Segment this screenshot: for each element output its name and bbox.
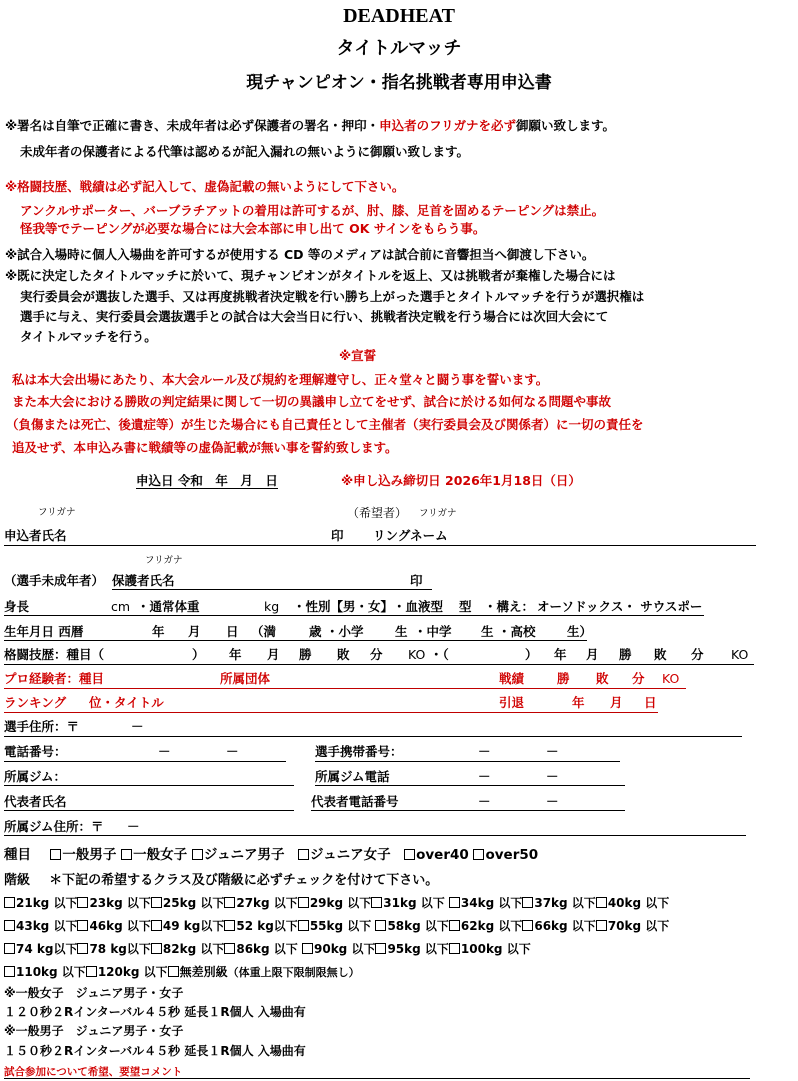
- class-21[interactable]: 21kg 以下: [4, 896, 77, 910]
- class-82[interactable]: 82kg 以下: [151, 942, 224, 956]
- org-label: 所属団体: [220, 671, 271, 686]
- seal-1: 印: [331, 528, 344, 543]
- kg-unit: kg: [264, 599, 280, 614]
- category-junior-male[interactable]: ジュニア男子: [192, 847, 285, 863]
- note-record-2: アンクルサポーター、バーブラチアットの着用は許可するが、肘、膝、足首を固めるテーピングは禁止。: [20, 203, 605, 218]
- retired-year: 年: [572, 695, 585, 710]
- furigana-label-1: フリガナ: [38, 507, 76, 518]
- note-signature-b: 申込者のフリガナを必ず: [379, 118, 517, 133]
- event-title: DEADHEAT: [343, 5, 455, 27]
- checkbox-icon[interactable]: [151, 943, 162, 954]
- gym-phone-dash-1: －: [478, 769, 491, 784]
- checkbox-icon[interactable]: [298, 849, 309, 860]
- birth-month: 月: [188, 624, 201, 639]
- checkbox-icon[interactable]: [449, 943, 460, 954]
- phone-input[interactable]: [4, 761, 286, 762]
- class-25[interactable]: 25kg 以下: [151, 896, 224, 910]
- record-label: 戦績: [499, 671, 525, 686]
- form-title: 現チャンピオン・指名挑戦者専用申込書: [246, 73, 552, 93]
- guardian-prefix: （選手未成年者）: [4, 573, 105, 588]
- checkbox-icon[interactable]: [151, 920, 162, 931]
- pro-exp-label: プロ経験者：種目: [4, 671, 105, 686]
- retired-day: 日: [644, 695, 657, 710]
- class-40[interactable]: 40kg 以下: [596, 896, 669, 910]
- checkbox-icon[interactable]: [4, 966, 15, 977]
- checkbox-icon[interactable]: [151, 897, 162, 908]
- checkbox-icon[interactable]: [4, 943, 15, 954]
- class-34[interactable]: 34kg 以下: [449, 896, 522, 910]
- checkbox-icon[interactable]: [168, 966, 179, 977]
- note-title-4: タイトルマッチを行う。: [20, 329, 157, 344]
- class-95[interactable]: 95kg 以下: [375, 942, 448, 956]
- pro-exp-line[interactable]: [4, 688, 686, 689]
- ranking-line[interactable]: [4, 712, 658, 713]
- mobile-input[interactable]: [315, 761, 620, 762]
- guardian-name-label: 保護者氏名: [112, 573, 175, 588]
- class-row-4: [4, 966, 360, 980]
- rep-phone-dash-2: －: [546, 794, 559, 809]
- checkbox-icon[interactable]: [77, 897, 88, 908]
- match-subtitle: タイトルマッチ: [336, 38, 462, 59]
- pro-win: 勝: [557, 671, 570, 686]
- stats-input-line[interactable]: [4, 615, 704, 616]
- checkbox-icon[interactable]: [224, 897, 235, 908]
- checkbox-icon[interactable]: [449, 920, 460, 931]
- class-row-2: [4, 920, 669, 934]
- school-high: ・高校: [498, 624, 536, 639]
- class-23[interactable]: 23kg 以下: [77, 896, 150, 910]
- oath-title: ※宣誓: [339, 348, 377, 363]
- mh-month-1: 月: [267, 647, 280, 662]
- oath-line-1: 私は本大会出場にあたり、本大会ルール及び規約を理解遵守し、正々堂々と闘う事を誓います。: [12, 372, 549, 387]
- note-guardian: 未成年者の保護者による代筆は認めるが記入漏れの無いように御願い致します。: [20, 144, 470, 159]
- class-70[interactable]: 70kg 以下: [596, 919, 669, 933]
- note-record-1: ※格闘技歴、戦績は必ず記入して、虚偽記載の無いようにして下さい。: [5, 179, 405, 194]
- address-label: 選手住所：〒: [4, 719, 80, 734]
- pro-loss: 敗: [596, 671, 609, 686]
- grade-middle: 生: [481, 624, 494, 639]
- grade-elementary: 生: [395, 624, 408, 639]
- class-43[interactable]: 43kg 以下: [4, 919, 77, 933]
- class-row-3: [4, 943, 531, 957]
- mobile-dash-1: －: [478, 744, 491, 759]
- class-52[interactable]: 52 kg以下: [224, 919, 297, 933]
- class-78[interactable]: 78 kg以下: [77, 942, 150, 956]
- gym-phone-input[interactable]: [315, 785, 625, 786]
- mh-close-1: ）: [192, 647, 205, 662]
- checkbox-icon[interactable]: [121, 849, 132, 860]
- applicant-name-label: 申込者氏名: [4, 528, 67, 543]
- rule-1-title: ※一般女子 ジュニア男子・女子: [4, 986, 184, 1000]
- class-74[interactable]: 74 kg以下: [4, 942, 77, 956]
- class-62[interactable]: 62kg 以下: [449, 919, 522, 933]
- checkbox-icon[interactable]: [224, 920, 235, 931]
- checkbox-icon[interactable]: [473, 849, 484, 860]
- checkbox-icon[interactable]: [371, 897, 382, 908]
- gym-address-input[interactable]: [4, 835, 746, 836]
- checkbox-icon[interactable]: [522, 920, 533, 931]
- gym-label: 所属ジム：: [4, 769, 67, 784]
- rep-phone-label: 代表者電話番号: [311, 794, 399, 809]
- grade-high: 生）: [567, 624, 593, 639]
- note-title-2: 実行委員会が選抜した選手、又は再度挑戦者決定戦を行い勝ち上がった選手とタイトルマッチを行うが選択権は: [20, 289, 645, 304]
- age-open: （満: [251, 624, 277, 639]
- checkbox-icon[interactable]: [86, 966, 97, 977]
- comment-label: 試合参加について希望、要望コメント: [4, 1066, 183, 1078]
- school-elementary: ・小学: [326, 624, 364, 639]
- martial-history-label: 格闘技歴：種目（: [4, 647, 105, 662]
- class-29[interactable]: 29kg 以下: [298, 896, 371, 910]
- rep-name-label: 代表者氏名: [4, 794, 67, 809]
- category-junior-female[interactable]: ジュニア女子: [298, 847, 391, 863]
- stance-options[interactable]: オーソドックス・ サウスポー: [537, 599, 703, 614]
- class-58[interactable]: 58kg 以下: [375, 919, 448, 933]
- checkbox-icon[interactable]: [298, 897, 309, 908]
- retired-label: 引退: [499, 695, 525, 710]
- note-record-3: 怪我等でテーピングが必要な場合には大会本部に申し出て OK サインをもらう事。: [20, 221, 486, 236]
- rule-2-title: ※一般男子 ジュニア男子・女子: [4, 1024, 184, 1038]
- note-music: ※試合入場時に個人入場曲を許可するが使用する CD 等のメディアは試合前に音響担当へ御渡し下さい。: [5, 247, 595, 262]
- mh-loss-2: 敗: [654, 647, 667, 662]
- ring-name-label: リングネーム: [373, 528, 448, 543]
- pro-draw: 分: [632, 671, 645, 686]
- checkbox-icon[interactable]: [596, 920, 607, 931]
- checkbox-icon[interactable]: [522, 897, 533, 908]
- checkbox-icon[interactable]: [77, 920, 88, 931]
- address-input[interactable]: [4, 736, 742, 737]
- gym-input[interactable]: [4, 785, 294, 786]
- checkbox-icon[interactable]: [77, 943, 88, 954]
- kibousha-label: （希望者）: [347, 506, 408, 520]
- class-55[interactable]: 55kg 以下: [298, 919, 371, 933]
- rep-phone-input[interactable]: [311, 810, 625, 811]
- note-signature: [5, 119, 615, 133]
- oath-line-4: 追及せず、本申込み書に戦績等の虚偽記載が無い事を誓約致します。: [12, 440, 398, 455]
- mobile-label: 選手携帯番号：: [315, 744, 403, 759]
- class-110[interactable]: 110kg 以下: [4, 965, 86, 979]
- class-49[interactable]: 49 kg以下: [151, 919, 224, 933]
- checkbox-icon[interactable]: [375, 920, 386, 931]
- mh-sep: ・（: [430, 647, 449, 662]
- class-27[interactable]: 27kg 以下: [224, 896, 297, 910]
- rule-2-body: １５０秒２Rインターバル４５秒 延長１R個人 入場曲有: [4, 1044, 306, 1058]
- weight-label: ・通常体重: [137, 599, 200, 614]
- note-title-3: 選手に与え、実行委員会選抜選手との試合は大会当日に行い、挑戦者決定戦を行う場合には次回大会にて: [20, 309, 609, 324]
- mh-win-1: 勝: [299, 647, 312, 662]
- category-general-female[interactable]: 一般女子: [121, 847, 187, 863]
- guardian-name-input[interactable]: [112, 589, 432, 590]
- checkbox-icon[interactable]: [302, 943, 313, 954]
- phone-dash-2: －: [226, 744, 239, 759]
- note-signature-a: ※署名は自筆で正確に書き、未成年者は必ず保護者の署名・押印・: [5, 118, 380, 133]
- checkbox-icon[interactable]: [404, 849, 415, 860]
- category-row: [4, 848, 538, 864]
- class-120[interactable]: 120kg 以下: [86, 965, 168, 979]
- classes-heading: [4, 874, 438, 889]
- checkbox-icon[interactable]: [192, 849, 203, 860]
- retired-month: 月: [610, 695, 623, 710]
- gym-address-label: 所属ジム住所：〒: [4, 819, 104, 834]
- gym-phone-label: 所属ジム電話: [315, 769, 390, 784]
- checkbox-icon[interactable]: [298, 920, 309, 931]
- applicant-name-input[interactable]: [4, 545, 756, 546]
- stance-label: ・構え：: [484, 599, 535, 614]
- blood-unit: 型: [459, 599, 472, 614]
- blood-label: ・血液型: [393, 599, 444, 614]
- address-dash: －: [131, 719, 144, 734]
- mh-ko-2: KO: [731, 647, 749, 662]
- martial-history-line[interactable]: [4, 664, 754, 665]
- comment-input[interactable]: [4, 1078, 750, 1079]
- classes-label: 階級: [4, 873, 31, 888]
- mh-draw-2: 分: [691, 647, 704, 662]
- class-100[interactable]: 100kg 以下: [449, 942, 531, 956]
- birth-day: 日: [226, 624, 239, 639]
- gym-phone-dash-2: －: [546, 769, 559, 784]
- class-90[interactable]: 90kg 以下: [302, 942, 375, 956]
- mh-win-2: 勝: [619, 647, 632, 662]
- phone-label: 電話番号：: [4, 744, 67, 759]
- sex-field[interactable]: ・性別【男・女】: [293, 599, 394, 614]
- mh-year-1: 年: [229, 647, 242, 662]
- rep-phone-dash-1: －: [478, 794, 491, 809]
- seal-2: 印: [410, 573, 423, 588]
- category-over50[interactable]: over50: [473, 847, 538, 863]
- mh-ko-1: KO: [408, 647, 426, 662]
- mh-loss-1: 敗: [337, 647, 350, 662]
- category-label: 種目: [4, 847, 31, 863]
- rep-name-input[interactable]: [4, 810, 294, 811]
- class-31[interactable]: 31kg 以下: [371, 896, 444, 910]
- class-row-1: [4, 897, 669, 911]
- height-label: 身長: [4, 599, 30, 614]
- pro-ko: KO: [662, 671, 680, 686]
- mh-month-2: 月: [586, 647, 599, 662]
- rule-1-body: １２０秒２Rインターバル４５秒 延長１R個人 入場曲有: [4, 1005, 306, 1019]
- furigana-label-3: フリガナ: [145, 555, 183, 566]
- mobile-dash-2: －: [546, 744, 559, 759]
- mh-draw-1: 分: [370, 647, 383, 662]
- checkbox-icon[interactable]: [224, 943, 235, 954]
- cm-unit: cm: [111, 599, 131, 614]
- checkbox-icon[interactable]: [449, 897, 460, 908]
- checkbox-icon[interactable]: [4, 920, 15, 931]
- ranking-label: ランキング: [4, 695, 67, 710]
- mh-year-2: 年: [554, 647, 567, 662]
- birth-label: 生年月日 西暦: [4, 624, 84, 639]
- category-general-male[interactable]: 一般男子: [50, 847, 116, 863]
- checkbox-icon[interactable]: [375, 943, 386, 954]
- note-title-1: ※既に決定したタイトルマッチに於いて、現チャンピオンがタイトルを返上、又は挑戦者が棄権した場合には: [5, 268, 616, 283]
- mh-close-2: ）: [525, 647, 538, 662]
- classes-note: ＊下記の希望するクラス及び階級に必ずチェックを付けて下さい。: [49, 873, 439, 888]
- oath-line-2: また本大会における勝敗の判定結果に関して一切の異議申し立てをせず、試合に於ける如何なる問題や事故: [12, 394, 612, 409]
- checkbox-icon[interactable]: [50, 849, 61, 860]
- class-46[interactable]: 46kg 以下: [77, 919, 150, 933]
- class-37[interactable]: 37kg 以下: [522, 896, 595, 910]
- age-unit: 歳: [309, 624, 322, 639]
- note-signature-c: 御願い致します。: [516, 118, 616, 133]
- birth-year: 年: [152, 624, 165, 639]
- birth-input-line[interactable]: [4, 640, 587, 641]
- class-86[interactable]: 86kg 以下: [224, 942, 297, 956]
- furigana-label-2: フリガナ: [419, 508, 457, 519]
- phone-dash-1: －: [158, 744, 171, 759]
- school-middle: ・中学: [414, 624, 452, 639]
- oath-line-3: （負傷または死亡、後遺症等）が生じた場合にも自己責任として主催者（実行委員会及び関係者）に一切の責任を: [6, 417, 644, 432]
- rank-unit: 位・タイトル: [89, 695, 164, 710]
- category-over40[interactable]: over40: [404, 847, 469, 863]
- deadline: ※申し込み締切日 2026年1月18日（日）: [341, 473, 581, 488]
- application-date[interactable]: 申込日 令和 年 月 日: [136, 473, 278, 488]
- class-66[interactable]: 66kg 以下: [522, 919, 595, 933]
- checkbox-icon[interactable]: [596, 897, 607, 908]
- class-openweight[interactable]: 無差別級: [168, 965, 228, 979]
- openweight-note: （体重上限下限制限無し）: [227, 966, 360, 979]
- checkbox-icon[interactable]: [4, 897, 15, 908]
- gym-address-dash: －: [127, 819, 140, 834]
